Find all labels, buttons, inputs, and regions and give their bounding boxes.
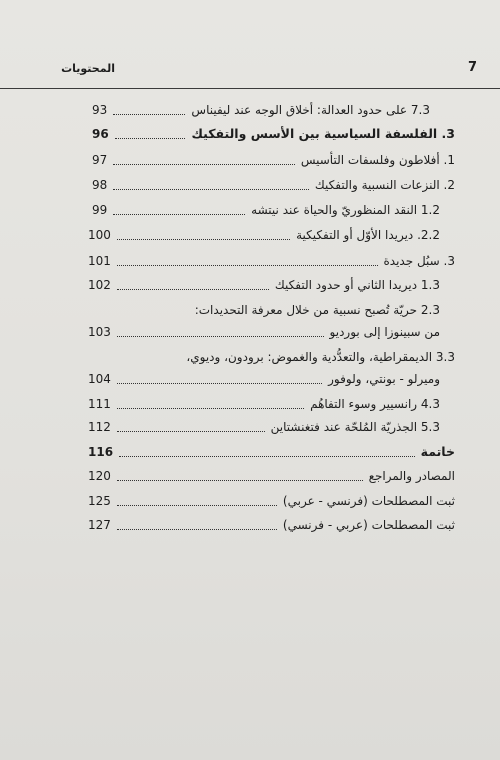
toc-entry-page: 120 [88, 469, 111, 483]
toc-entry [0, 322, 500, 344]
toc-entry [0, 225, 500, 247]
toc-entry-page: 104 [88, 372, 111, 386]
toc-leader-dots [117, 383, 322, 384]
toc-leader-dots [117, 239, 290, 240]
toc-entry-page: 112 [88, 420, 111, 434]
toc-entry [0, 175, 500, 197]
toc-entry [0, 442, 500, 464]
toc-entry-title: ثبت المصطلحات (عربي - فرنسي) [282, 518, 455, 532]
toc-entry-title: 3. سبُل جديدة [383, 254, 455, 268]
toc-entry [0, 251, 500, 273]
toc-leader-dots [117, 505, 277, 506]
toc-entry-title: 1. أفلاطون وفلسفات التأسيس [300, 153, 455, 167]
toc-leader-dots [117, 289, 269, 290]
toc-leader-dots [117, 336, 324, 337]
toc-entry-title: 2.3 حريّة تُصبح نسبية من خلال معرفة التحديدات: [194, 303, 440, 317]
toc-entry-title: 1.2 النقد المنظوريّ والحياة عند نيتشه [251, 203, 440, 217]
toc-entry-title: من سبينوزا إلى بورديو [329, 325, 440, 339]
toc-entry-page: 102 [88, 278, 111, 292]
toc-entry-page: 111 [88, 397, 111, 411]
toc-entry-title: 3. الفلسفة السياسية بين الأسس والتفكيك [191, 126, 455, 141]
toc-entry [0, 300, 500, 322]
toc-entry-title: 2. النزعات النسبية والتفكيك [314, 178, 455, 192]
toc-entry [0, 150, 500, 172]
toc-leader-dots [113, 164, 295, 165]
toc-entry-page: 98 [92, 178, 108, 192]
toc-entry [0, 100, 500, 122]
toc-entry-page: 99 [92, 203, 108, 217]
toc-leader-dots [113, 114, 185, 115]
toc-entry [0, 369, 500, 391]
toc-entry [0, 347, 500, 369]
running-title: المحتويات [61, 62, 115, 75]
toc-entry-page: 101 [88, 254, 111, 268]
toc-leader-dots [117, 480, 363, 481]
toc-entry-title: خاتمة [420, 444, 455, 459]
toc-entry-title: 3.3 الديمقراطية، والتعدُّدية والغموض: برودون، وديوي، [186, 350, 455, 364]
toc-entry-page: 103 [88, 325, 111, 339]
toc-entry-title: 1.3 ديريدا الثاني أو حدود التفكيك [274, 278, 440, 292]
toc-leader-dots [113, 214, 245, 215]
toc-entry-page: 96 [92, 127, 109, 141]
toc-entry-page: 125 [88, 494, 111, 508]
page-number: 7 [468, 60, 478, 75]
toc-entry [0, 275, 500, 297]
toc-entry-title: 5.3 الجذريّة المُلحّة عند فتغنشتاين [270, 420, 440, 434]
toc-entry-title: 2.2. ديريدا الأوّل أو التفكيكية [296, 228, 440, 242]
toc-entry-page: 93 [92, 103, 108, 117]
toc-entry [0, 491, 500, 513]
toc-leader-dots [119, 456, 415, 457]
toc-entry-title: 4.3 رانسيير وسوء التفاهُم [310, 397, 440, 411]
toc-entry-page: 97 [92, 153, 108, 167]
toc-entry-page: 100 [88, 228, 111, 242]
toc-entry [0, 124, 500, 146]
toc-entry [0, 466, 500, 488]
toc-leader-dots [117, 431, 265, 432]
toc-entry [0, 417, 500, 439]
toc-leader-dots [117, 265, 378, 266]
toc-leader-dots [117, 408, 304, 409]
toc-entry [0, 200, 500, 222]
toc-entry [0, 515, 500, 537]
toc-leader-dots [117, 529, 277, 530]
toc-entry-title: ثبت المصطلحات (فرنسي - عربي) [282, 494, 455, 508]
toc-entry-page: 127 [88, 518, 111, 532]
toc-entry-title: وميرلو - بونتي، ولوفور [328, 372, 440, 386]
toc-entry-title: المصادر والمراجع [368, 469, 455, 483]
toc-leader-dots [113, 189, 309, 190]
toc-entry [0, 394, 500, 416]
toc-entry-title: 7.3 على حدود العدالة: أخلاق الوجه عند ليفيناس [191, 103, 430, 117]
toc-entry-page: 116 [88, 445, 114, 459]
toc-leader-dots [115, 138, 186, 139]
